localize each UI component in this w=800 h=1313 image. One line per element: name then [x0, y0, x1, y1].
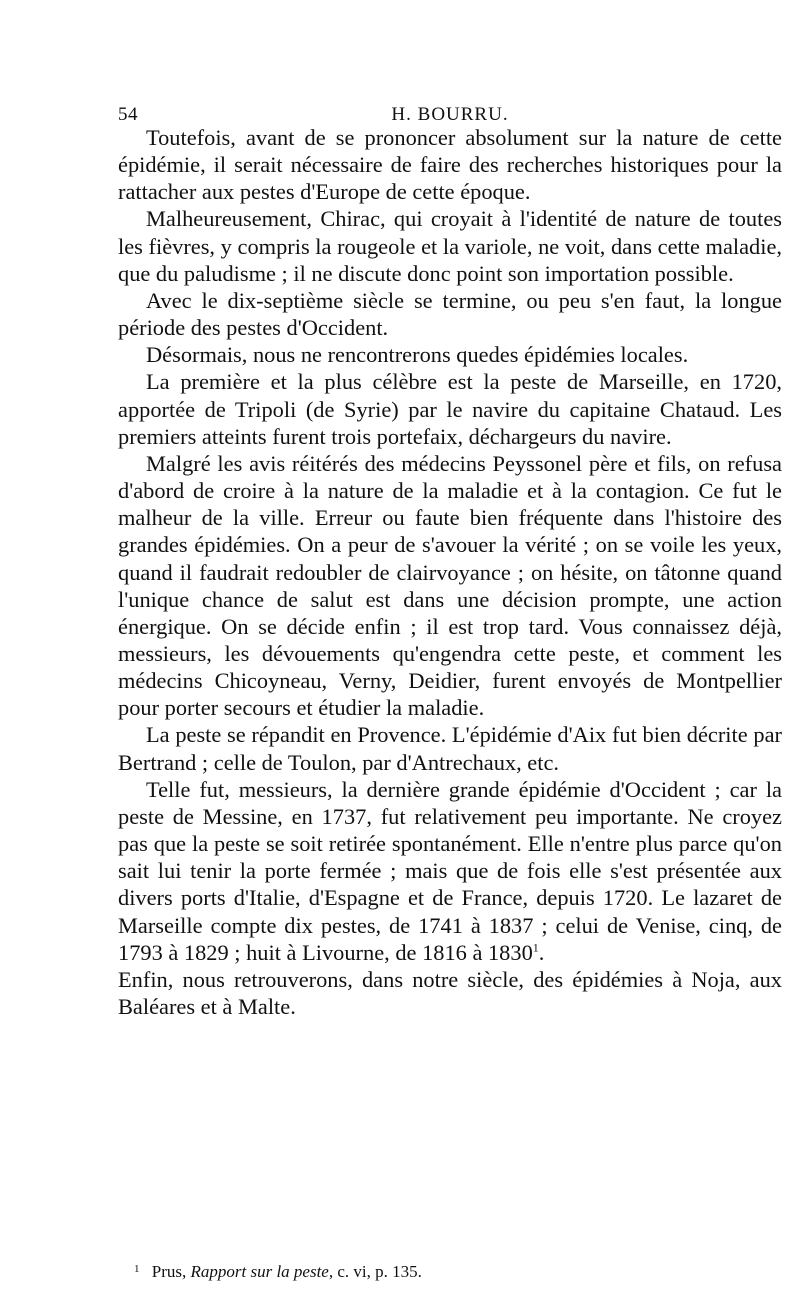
paragraph-text: Telle fut, messieurs, la dernière grande épidémie d'Occident ; car la peste de Messine, en 1737, fut relativement peu importante. Ne croyez pas que la peste se soit retirée spontanément. Elle n'entre plus parce qu'on sait lui tenir la porte fermée ; mais que de fois elle s'est présentée aux divers ports d'Italie, d'Espagne et de France, depuis 1720. Le lazaret de Marseille compte dix pestes, de 1741 à 1837 ; celui de Venise, cinq, de 1793 à 1829 ; huit à Livourne, de 1816 à 1830 — [118, 776, 782, 965]
paragraph: Malheureusement, Chirac, qui croyait à l'identité de nature de toutes les fièvres, y compris la rougeole et la variole, ne voit, dans cette maladie, que du paludisme ; il ne discute donc point son importation possible. — [118, 206, 782, 286]
paragraph: La première et la plus célèbre est la peste de Marseille, en 1720, apportée de Tripoli (de Syrie) par le navire du capitaine Chataud. Les premiers atteints furent trois portefaix, déchargeurs du navire. — [118, 369, 782, 449]
footnote — [134, 1258, 774, 1283]
paragraph: La peste se répandit en Provence. L'épidémie d'Aix fut bien décrite par Bertrand ; celle de Toulon, par d'Antrechaux, etc. — [118, 722, 782, 775]
paragraph: Malgré les avis réitérés des médecins Peyssonel père et fils, on refusa d'abord de croire à la nature de la maladie et à la contagion. Ce fut le malheur de la ville. Erreur ou faute bien fréquente dans l'histoire des grandes épidémies. On a peur de s'avouer la vérité ; on se voile les yeux, quand il faudrait redoubler de clairvoyance ; on hésite, on tâtonne quand l'unique chance de salut est dans une décision prompte, une action énergique. On se décide enfin ; il est trop tard. Vous connaissez déjà, messieurs, les dévouements qu'engendra cette peste, et comment les médecins Chicoyneau, Verny, Deidier, furent envoyés de Montpellier pour porter secours et étudier la maladie. — [118, 450, 782, 721]
page-number: 54 — [118, 104, 138, 125]
paragraph: Avec le dix-septième siècle se termine, ou peu s'en faut, la longue période des pestes d'Occident. — [118, 287, 782, 341]
footnote-reference: 1 — [532, 940, 539, 955]
paragraph: Désormais, nous ne rencontrerons quedes épidémies locales. — [146, 342, 689, 368]
footnote-title: Rapport sur la peste, — [190, 1262, 334, 1281]
footnote-author: Prus, — [151, 1262, 187, 1281]
paragraph: Telle fut, messieurs, la dernière grande épidémie d'Occident ; car la peste de Messine, en 1737, fut relativement peu importante. Ne croyez pas que la peste se soit retirée spontanément. Elle n'entre plus parce qu'on sait lui tenir la porte fermée ; mais que de fois elle s'est présentée aux divers ports d'Italie, d'Espagne et de France, depuis 1720. Le lazaret de Marseille compte dix pestes, de 1741 à 1837 ; celui de Venise, cinq, de 1793 à 1829 ; huit à Livourne, de 1816 à 1830$^1$. — [118, 776, 782, 965]
footnote-mark: 1 — [134, 1263, 140, 1275]
paragraph: Toutefois, avant de se prononcer absolument sur la nature de cette épidémie, il serait nécessaire de faire des recherches historiques pour la rattacher aux pestes d'Europe de cette époque. — [118, 125, 782, 205]
paragraph: Enfin, nous retrouverons, dans notre siècle, des épidémies à Noja, aux Baléares et à Malte. — [118, 966, 782, 1019]
running-head: H. BOURRU. — [391, 104, 509, 125]
body-text — [118, 124, 782, 1020]
footnote-citation: c. vi, p. 135. — [337, 1262, 422, 1281]
